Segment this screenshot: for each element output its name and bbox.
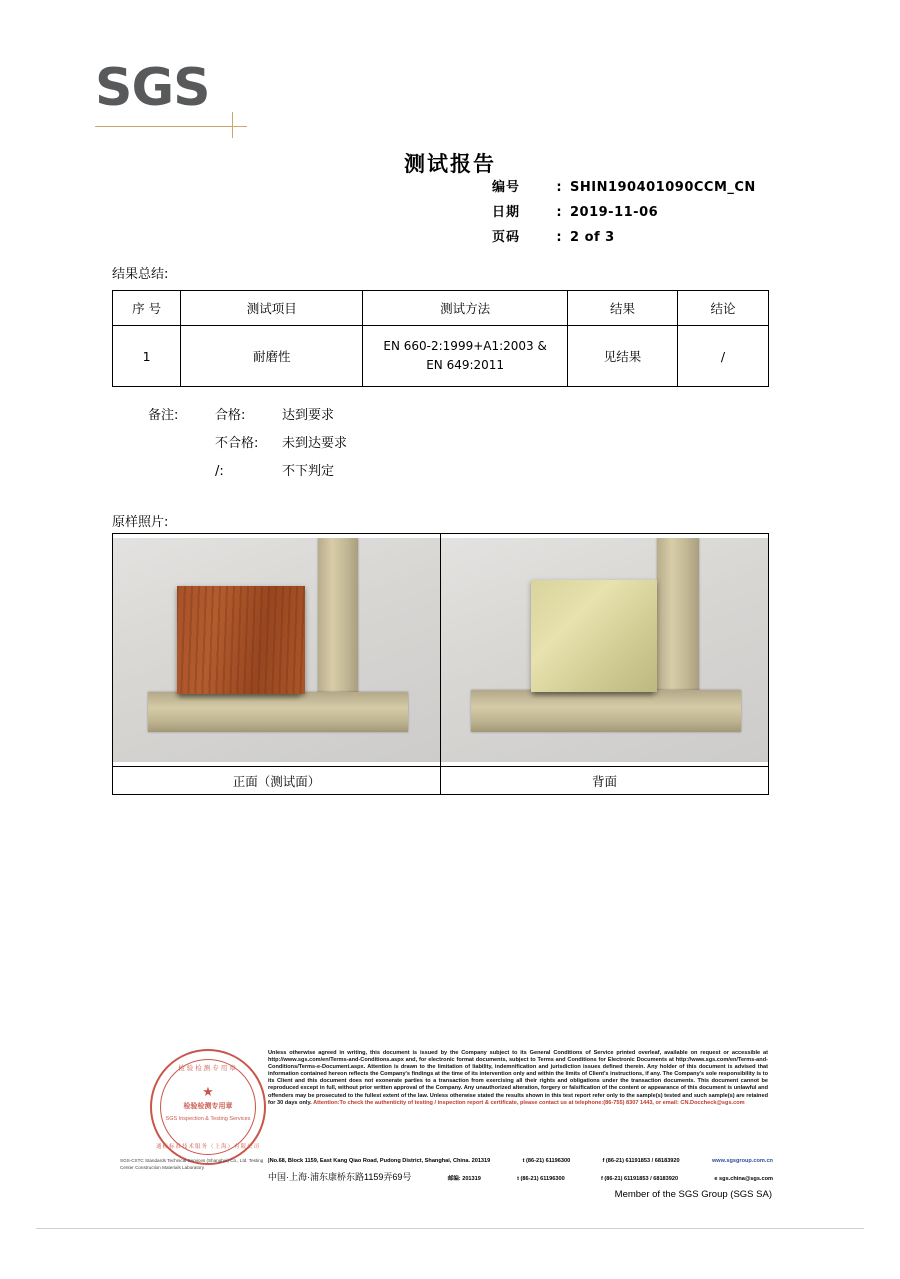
meta-label-report-no: 编号 (492, 180, 521, 195)
stamp-line1: 检验检测专用章 (183, 1103, 233, 1110)
footer-address-en-text: |No.68, Block 1159, East Kang Qiao Road, Pudong District, Shanghai, China. 201319 (268, 1158, 491, 1164)
meta-value-report-no: SHIN190401090CCM_CN (570, 180, 756, 195)
legal-disclaimer-text: Unless otherwise agreed in writing, this document is issued by the Company subject to its General Conditions of Service printed overleaf, available on request or accessible at http://www.sgs.com/en/Terms-and-Conditions.aspx and, for electronic format documents, subject to Terms and Conditions for Electronic Documents at http://www.sgs.com/en/Terms-and-Conditions/Terms-e-Document.aspx. Attention is drawn to the limitation of liability, indemnification and jurisdiction issues defined therein. Any holder of this document is advised that information contained hereon reflects the Company's findings at the time of its intervention only and within the limits of Client's instructions, if any. The Company's sole responsibility is to its Client and this document does not exonerate parties to a transaction from exercising all their rights and obligations under the transaction documents. This document cannot be reproduced except in full, without prior written approval of the Company. Any unauthorized alteration, forgery or falsification of the content or appearance of this document is unlawful and offenders may be prosecuted to the fullest extent of the law. Unless otherwise stated the results shown in this test report refer only to the sample(s) tested and such sample(s) are retained for 30 days only. (268, 1050, 768, 1106)
legal-disclaimer (268, 1050, 768, 1107)
sgs-logo (95, 58, 255, 118)
footer-company-name: SGS-CSTC Standards Technical Services (Shanghai) Co., Ltd. Testing Center Construction Materials Laboratory (120, 1158, 264, 1170)
sample-specimen-front (177, 586, 305, 694)
column-header-no: 序 号 (113, 291, 181, 326)
remarks-label: 备注: (148, 408, 179, 423)
meta-row-report-no (492, 180, 756, 196)
cell-method (363, 326, 568, 387)
cell-method-line2: EN 649:2011 (426, 358, 505, 372)
inspection-stamp (150, 1049, 266, 1165)
remark-key-na: /: (215, 464, 224, 479)
cell-conclusion: / (677, 326, 768, 387)
sample-specimen-back (531, 580, 657, 692)
remark-spacer-1 (148, 436, 215, 452)
column-header-item: 测试项目 (181, 291, 363, 326)
meta-label-page: 页码 (492, 230, 521, 245)
page-bottom-rule (36, 1228, 864, 1229)
sample-photo-back (441, 538, 768, 762)
remarks-block (148, 408, 347, 492)
meta-row-page (492, 230, 756, 246)
caption-row (113, 767, 769, 795)
stamp-arc-top-text: 检验检测专用章 (178, 1065, 238, 1072)
footer-member-note: Member of the SGS Group (SGS SA) (614, 1189, 772, 1200)
meta-colon-date: : (556, 205, 562, 220)
footer-postcode-cn: 邮编: 201319 (447, 1176, 481, 1182)
ruler-vertical (318, 538, 358, 716)
remark-value-na: 不下判定 (282, 464, 335, 479)
cell-no: 1 (113, 326, 181, 387)
ruler-horizontal (471, 690, 741, 732)
remark-key-fail: 不合格: (215, 436, 259, 451)
table-row (113, 326, 769, 387)
footer-address-cn (268, 1171, 773, 1185)
footer-email-cn[interactable]: e sgs.china@sgs.com (714, 1176, 773, 1182)
page-title: 测试报告 (404, 152, 496, 176)
remark-row-fail (148, 436, 347, 452)
remark-key-pass: 合格: (215, 408, 246, 423)
footer-address-en (268, 1157, 773, 1165)
sgs-logo-text: SGS (95, 58, 210, 118)
footer-address-cn-text: 中国·上海·浦东康桥东路1159弄69号 (268, 1172, 412, 1182)
results-summary-label: 结果总结: (112, 267, 169, 282)
meta-value-page: 2 of 3 (570, 230, 615, 245)
column-header-conclusion: 结论 (677, 291, 768, 326)
meta-row-date (492, 205, 756, 221)
ruler-horizontal (148, 692, 408, 732)
column-header-result: 结果 (568, 291, 678, 326)
remark-value-pass: 达到要求 (282, 408, 335, 423)
ruler-vertical (657, 538, 699, 714)
photo-cell-back (441, 534, 769, 767)
sample-photo-front (113, 538, 440, 762)
report-meta (492, 180, 756, 255)
remark-row-na (148, 464, 347, 480)
meta-value-date: 2019-11-06 (570, 205, 659, 220)
logo-tick-mark (232, 112, 233, 138)
remark-value-fail: 未到达要求 (282, 436, 348, 451)
results-table (112, 290, 769, 387)
remark-row-pass (148, 408, 347, 424)
stamp-arc-bottom-text: 通标标准技术服务（上海）有限公司 (155, 1144, 260, 1150)
column-header-method: 测试方法 (363, 291, 568, 326)
meta-colon-report-no: : (556, 180, 562, 195)
remark-spacer-2 (148, 464, 215, 480)
photo-row (113, 534, 769, 767)
meta-label-date: 日期 (492, 205, 521, 220)
sample-photos-label: 原样照片: (112, 515, 169, 530)
photo-caption-front: 正面（测试面） (113, 767, 441, 795)
footer-phone-en: t (86-21) 61196300 (522, 1158, 571, 1164)
table-header-row (113, 291, 769, 326)
stamp-star-icon: ★ (202, 1084, 214, 1099)
stamp-line2: SGS Inspection & Testing Services (165, 1116, 251, 1122)
sample-photos-table (112, 533, 769, 795)
footer-phone-cn: t (86-21) 61196300 (517, 1176, 565, 1182)
footer-fax-en: f (86-21) 61191853 / 68183920 (602, 1158, 680, 1164)
cell-item: 耐磨性 (181, 326, 363, 387)
photo-cell-front (113, 534, 441, 767)
legal-attention-text: Attention:To check the authenticity of testing / inspection report & certificate, please contact us at telephone:(86-755) 8307 1443, or email: CN.Doccheck@sgs.com (313, 1099, 745, 1106)
cell-method-line1: EN 660-2:1999+A1:2003 & (383, 339, 547, 353)
logo-divider-rule (95, 126, 247, 127)
meta-colon-page: : (556, 230, 562, 245)
footer-fax-cn: f (86-21) 61191853 / 68183920 (600, 1176, 679, 1182)
photo-caption-back: 背面 (441, 767, 769, 795)
footer-website-en[interactable]: www.sgsgroup.com.cn (711, 1158, 773, 1164)
cell-result: 见结果 (568, 326, 678, 387)
